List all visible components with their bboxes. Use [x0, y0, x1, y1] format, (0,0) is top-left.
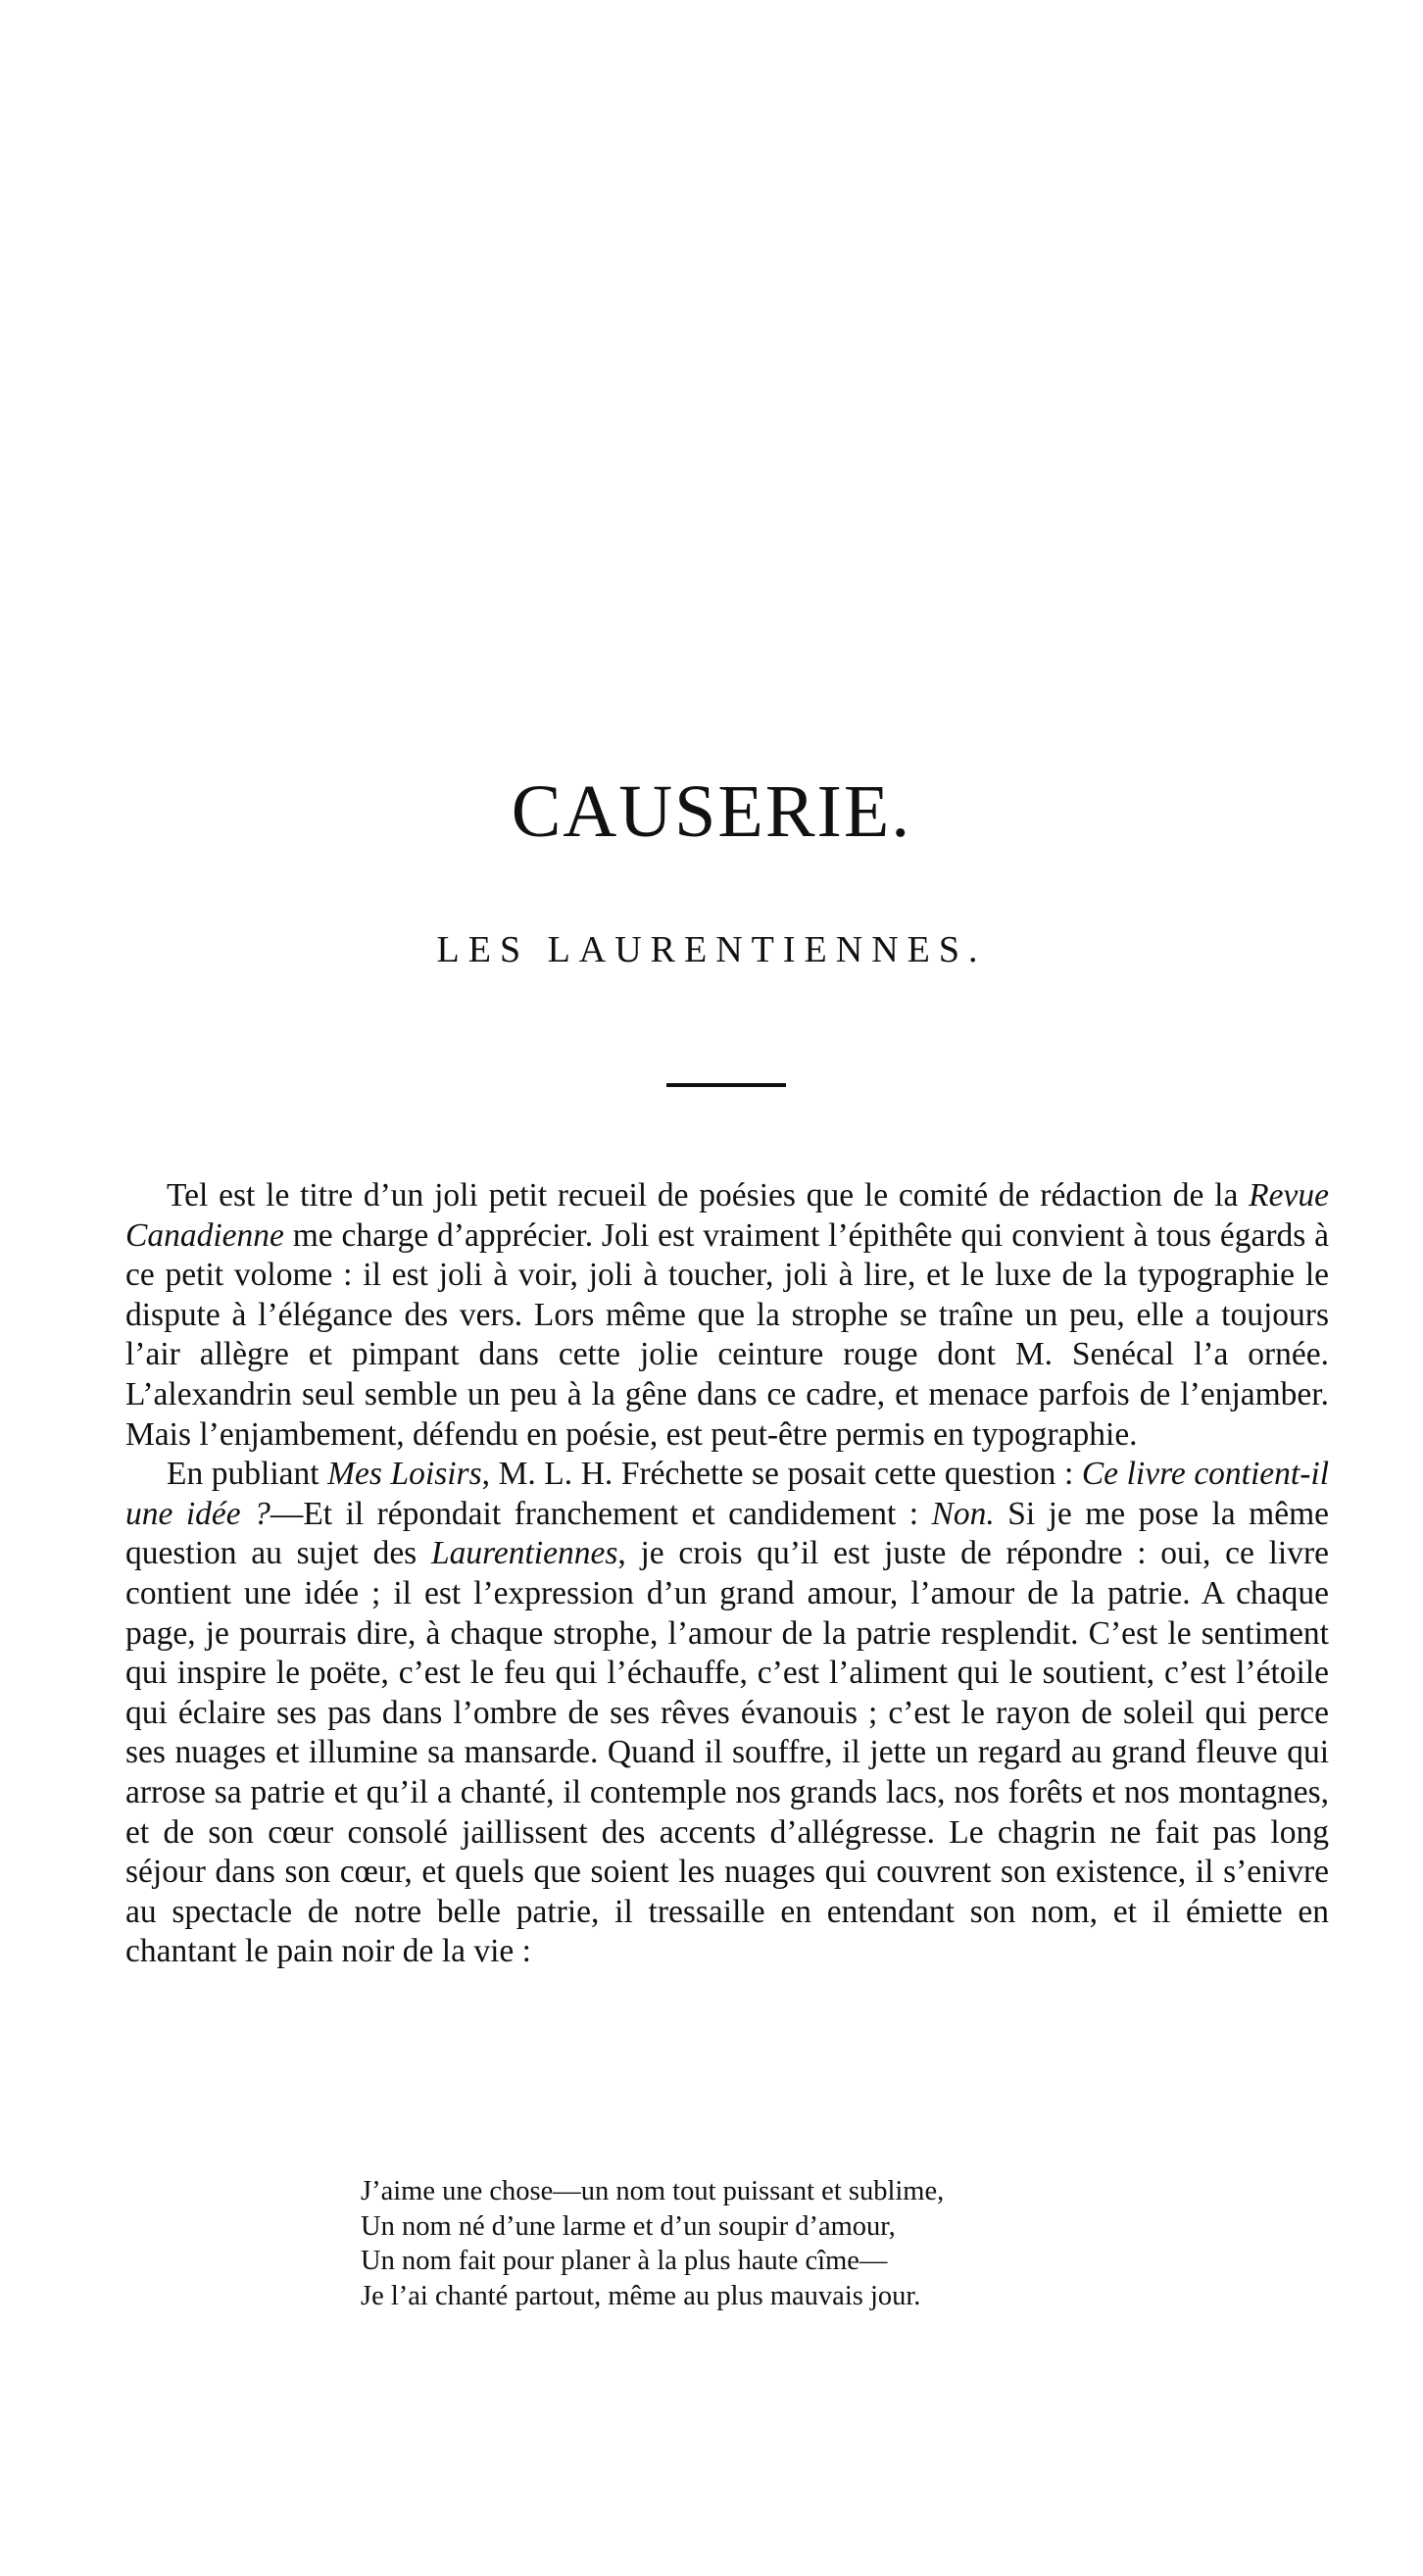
- text-segment: , je crois qu’il est juste de répondre : oui, ce livre contient une idée ; il est l’expression d’un grand amour, l’amour de la patrie. A chaque page, je pourrais dire, à chaque strophe, l’amour de la patrie resplendit. C’est le sentiment qui inspire le poëte, c’est le feu qui l’échauffe, c’est l’aliment qui le soutient, c’est l’étoile qui éclaire ses pas dans l’ombre de ses rêves évanouis ; c’est le rayon de soleil qui perce ses nuages et illumine sa mansarde. Quand il souffre, il jette un regard au grand fleuve qui arrose sa patrie et qu’il a chanté, il contemple nos grands lacs, nos forêts et nos montagnes, et de son cœur consolé jaillissent des accents d’allégresse. Le chagrin ne fait pas long séjour dans son cœur, et quels que soient les nuages qui couvrent son existence, il s’enivre au spectacle de notre belle patrie, il tressaille en entendant son nom, et il émiette en chantant le pain noir de la vie :: [125, 1535, 1329, 1970]
- verse-line: Un nom fait pour planer à la plus haute cîme—: [361, 2246, 888, 2276]
- article-subtitle: LES LAURENTIENNES.: [436, 929, 987, 970]
- text-segment: —Et il répondait franchement et candidement :: [270, 1495, 932, 1532]
- quoted-question: Ce livre contient-il une idée ?: [125, 1456, 1329, 1532]
- book-title: Laurentiennes: [430, 1535, 618, 1572]
- text-segment: me charge d’apprécier. Joli est vraiment l’épithête qui convient à tous égards à ce petit volome : il est joli à voir, joli à toucher, joli à lire, et le luxe de la typographie le dispute à l’élégance des vers. Lors même que la strophe se traîne un peu, elle a toujours l’air allègre et pimpant dans cette jolie ceinture rouge dont M. Senécal l’a ornée. L’alexandrin seul semble un peu à la gêne dans ce cadre, et menace parfois de l’enjamber. Mais l’enjambement, défendu en poésie, est peut-être permis en typographie.: [125, 1216, 1329, 1453]
- paragraph-2: [125, 1455, 1329, 1972]
- text-segment: Tel est le titre d’un joli petit recueil de poésies que le comité de rédaction de la: [167, 1177, 1250, 1214]
- verse-line: Un nom né d’une larme et d’un soupir d’amour,: [361, 2210, 896, 2242]
- verse-line: Je l’ai chanté partout, même au plus mauvais jour.: [361, 2280, 921, 2311]
- journal-name: Revue Canadienne: [125, 1177, 1329, 1254]
- paragraph-1: [125, 1176, 1329, 1455]
- book-title: Mes Loisirs: [327, 1456, 482, 1493]
- verse-quotation: [361, 2174, 944, 2313]
- text-segment: Si je me pose la même question au sujet des: [125, 1495, 1329, 1572]
- article-body: [125, 1176, 1329, 1972]
- article-title: CAUSERIE.: [511, 770, 912, 853]
- text-segment: , M. L. H. Fréchette se posait cette question :: [481, 1456, 1082, 1493]
- text-segment: En publiant: [167, 1456, 328, 1493]
- quoted-answer: Non.: [931, 1495, 995, 1532]
- verse-line: J’aime une chose—un nom tout puissant et sublime,: [361, 2176, 945, 2206]
- section-divider: [666, 1083, 786, 1087]
